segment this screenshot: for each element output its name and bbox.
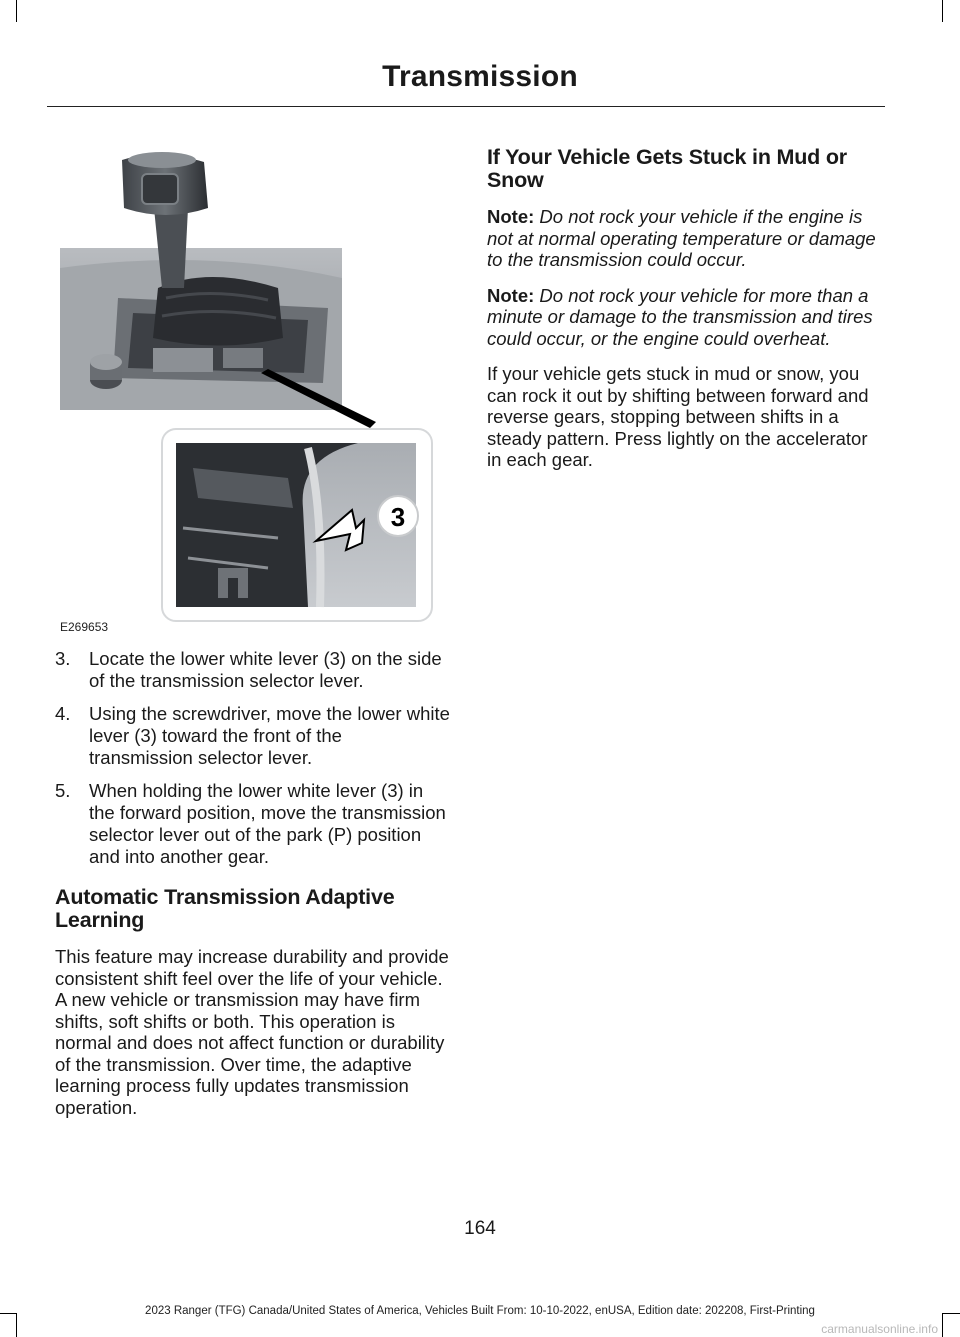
note-label: Note: <box>487 206 535 227</box>
step-item <box>55 780 450 868</box>
step-number: 3. <box>55 648 71 669</box>
adaptive-learning-paragraph: This feature may increase durability and provide consistent shift feel over the life of your vehicle. A new vehicle or transmission may have firm shifts, soft shifts or both. This operation is normal and does not affect function or durability of the transmission. Over time, the adaptive learning process fully updates transmission operation. <box>55 946 449 1118</box>
left-column <box>55 648 450 1132</box>
note-paragraph <box>487 206 882 271</box>
step-number: 5. <box>55 780 71 801</box>
step-item <box>55 648 450 692</box>
callout-number-3: 3 <box>390 502 406 532</box>
step-text: When holding the lower white lever (3) in the forward position, move the transmission selector lever out of the park (P) position and into another gear. <box>89 780 446 867</box>
rocking-instructions-paragraph: If your vehicle gets stuck in mud or snow, you can rock it out by shifting between forward and reverse gears, stopping between shifts in a steady pattern. Press lightly on the accelerator in each gear. <box>487 363 869 470</box>
figure-code: E269653 <box>60 620 109 634</box>
section-heading-stuck-in-mud: If Your Vehicle Gets Stuck in Mud or Snow <box>487 145 847 192</box>
right-column <box>487 146 882 485</box>
step-item <box>55 703 450 769</box>
note-text: Do not rock your vehicle for more than a minute or damage to the transmission and tires could occur, or the engine could overheat. <box>487 284 873 349</box>
note-paragraph <box>487 285 882 350</box>
page-header-title: Transmission <box>382 60 578 93</box>
note-text: Do not rock your vehicle if the engine is not at normal operating temperature or damage to the transmission could occur. <box>487 206 876 270</box>
section-heading-adaptive-learning: Automatic Transmission Adaptive Learning <box>55 885 395 932</box>
note-label: Note: <box>487 284 535 306</box>
crop-mark-top-left-v <box>16 0 17 22</box>
step-text: Locate the lower white lever (3) on the side of the transmission selector lever. <box>89 648 442 691</box>
watermark: carmanualsonline.info <box>821 1322 938 1336</box>
transmission-selector-illustration <box>58 148 438 630</box>
page-number: 164 <box>464 1218 496 1239</box>
crop-mark-top-right-v <box>942 0 943 22</box>
step-number: 4. <box>55 703 71 724</box>
header-divider <box>47 106 885 107</box>
step-text: Using the screwdriver, move the lower white lever (3) toward the front of the transmission selector lever. <box>89 703 450 768</box>
footer-edition-info: 2023 Ranger (TFG) Canada/United States of America, Vehicles Built From: 10-10-2022, enUSA, Edition date: 202208, First-Printing <box>145 1305 815 1317</box>
procedure-steps <box>55 648 450 868</box>
